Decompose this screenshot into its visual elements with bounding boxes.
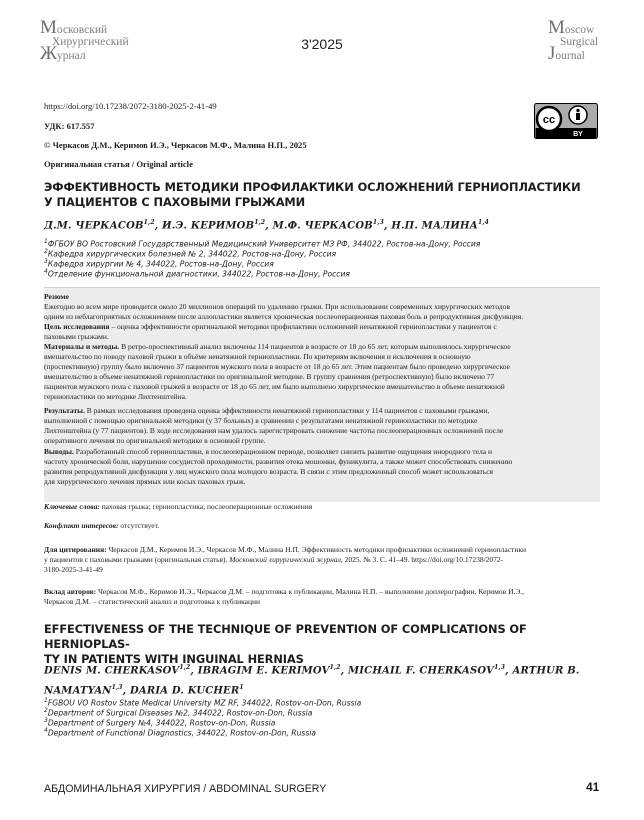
- abstract-heading: Резюме: [44, 292, 69, 301]
- abstract-aim: Цель исследования – оценка эффективности оригинальной методики профилактики осложнений ненатяжной герниопластики у пациентов с паховыми грыжами.: [44, 322, 497, 341]
- abstract-results: Результаты. В рамках исследования проведена оценка эффективности ненатяжной герниопластики у 114 пациентов с паховыми грыжами, выполненной с помощью оригинальной методики (у 37 больных) в сравнении с результатами ненатяжной герниопластики по методике Лихтенштейна (у 77 пациентов). В ходе исследования нам удалось зарегистрировать снижение частоты послеоперационных осложнений после оперативного лечения по оригинальной методике в основной группе.: [44, 406, 504, 445]
- affiliation-en-3: $^3$Department of Surgery №4, 344022, Rostov-on-Don, Russia: [44, 717, 276, 728]
- article-title-en: EFFECTIVENESS OF THE TECHNIQUE OF PREVENTION OF COMPLICATIONS OF HERNIOPLAS- TY IN PATIENTS WITH INGUINAL HERNIAS: [44, 622, 527, 666]
- abstract-conclusions: Выводы. Разработанный способ герниопластики, в послеоперационном периоде, позволяет снизить развитие ощущения инородного тела и частоту хронической боли, нарушение сосудистой проходимости, развития отека мошонки, фуникулита, а также может способствовать снижению развития репродуктивной дисфункции у лиц мужского пола молодого возраста. В связи с этим предложенный способ может использоваться для хирургического лечения прямых или косых паховых грыж.: [44, 447, 513, 486]
- affiliation-ru-1: $^1$ФГБОУ ВО Ростовский Государственный Медицинский Университет МЗ РФ, 344022, Ростов-на-Дону, Россия: [44, 238, 481, 249]
- copyright-line: © Черкасов Д.М., Керимов И.Э., Черкасов М.Ф., Малина Н.П., 2025: [44, 140, 307, 150]
- journal-logo-en: Moscow Surgical Journal: [548, 17, 599, 64]
- affiliation-ru-4: $^4$Отделение функциональной диагностики, 344022, Ростов-на-Дону, Россия: [44, 268, 350, 279]
- page-number: 41: [586, 780, 600, 794]
- affiliation-en-2: $^2$Department of Surgical Diseases №2, 344022, Rostov-on-Don, Russia: [44, 707, 313, 718]
- author-contribution: Вклад авторов: Черкасов М.Ф., Керимов И.Э., Черкасов Д.М. – подготовка к публикации, Малина Н.П. – выполнение доплерографии, Керимов И.Э., Черкасов Д.М. – статистический анализ и подготовка к публикации: [44, 587, 525, 606]
- affiliation-en-1: $^1$FGBOU VO Rostov State Medical University MZ RF, 344022, Rostov-on-Don, Russia: [44, 697, 362, 708]
- abstract-methods: Материалы и методы. В ретро-проспективный анализ включены 114 пациентов в возрасте от 18 до 65 лет, которым выполнялось хирургическое вмешательство по поводу паховой грыжи в объёме ненатяжной герниопластики. По критериям включения и исключения в основную (проспективную) группу было включено 37 пациентов мужского пола в возрасте от 18 до 65 лет. Этим пациентам было проведено хирургическое вмешательство в объеме ненатяжной герниопластики по оригинальной методике. В группу сравнения (ретроспективную) было включено 77 пациентов мужского пола с паховой грыжей в возрасте от 18 до 65 лет, им было выполнено хирургическое вмешательство в объеме ненатяжной герниопластики по методике Лихтенштейна.: [44, 342, 511, 401]
- affiliation-ru-3: $^3$Кафедра хирургии № 4, 344022, Ростов-на-Дону, Россия: [44, 258, 274, 269]
- journal-logo-ru: Mосковский Хирургический Журнал: [40, 17, 129, 64]
- conflict-of-interest: Конфликт интересов: отсутствует.: [44, 521, 160, 530]
- authors-ru: Д.М. ЧЕРКАСОВ$^{1,2}$, И.Э. КЕРИМОВ$^{1,2}$, М.Ф. ЧЕРКАСОВ$^{1,3}$, Н.П. МАЛИНА$^{1,4}$: [44, 219, 490, 232]
- affiliation-en-4: $^4$Department of Functional Diagnostics, 344022, Rostov-on-Don, Russia: [44, 727, 317, 738]
- udk-code: УДК: 617.557: [44, 121, 95, 131]
- keywords: Ключевые слова: паховая грыжа; герниопластика; послеоперационные осложнения: [44, 502, 313, 511]
- affiliation-ru-2: $^2$Кафедра хирургических болезней № 2, 344022, Ростов-на-Дону, Россия: [44, 248, 337, 259]
- article-type: Оригинальная статья / Original article: [44, 159, 193, 169]
- citation: Для цитирования: Черкасов Д.М., Керимов И.Э., Черкасов М.Ф., Малина Н.П. Эффективность методики профилактики осложнений герниопластики у пациентов с паховыми грыжами (оригинальная статья). Московский хирургический журнал, 2025. № 3. С. 41–49. https://doi.org/10.17238/2072- 3180-2025-3-41-49: [44, 545, 527, 574]
- authors-en: DENIS M. CHERKASOV$^{1,2}$, IBRAGIM E. KERIMOV$^{1,2}$, MICHAIL F. CHERKASOV$^{1,3}$, ARTHUR B. NAMATYAN$^{1,3}$, DARIA D. KUCHER$^1$: [44, 664, 580, 697]
- cc-by-icon[interactable]: [534, 103, 598, 139]
- section-footer: АБДОМИНАЛЬНАЯ ХИРУРГИЯ / ABDOMINAL SURGERY: [44, 783, 327, 795]
- svg-text:BY: BY: [573, 131, 583, 138]
- article-title-ru: ЭФФЕКТИВНОСТЬ МЕТОДИКИ ПРОФИЛАКТИКИ ОСЛОЖНЕНИЙ ГЕРНИОПЛАСТИКИ У ПАЦИЕНТОВ С ПАХОВЫМИ ГРЫЖАМИ: [44, 180, 581, 209]
- doi-link[interactable]: https://doi.org/10.17238/2072-3180-2025-2-41-49: [44, 101, 217, 111]
- svg-text:cc: cc: [542, 114, 556, 126]
- issue-number: 3'2025: [301, 36, 343, 52]
- abstract-intro: Ежегодно во всем мире проводится около 20 миллионов операций по удалению грыжи. При использовании современных хирургических методов одним из неблагоприятных осложнением после аллопластики является хроническая послеоперационная паховая боль и репродуктивная дисфункция.: [44, 302, 524, 321]
